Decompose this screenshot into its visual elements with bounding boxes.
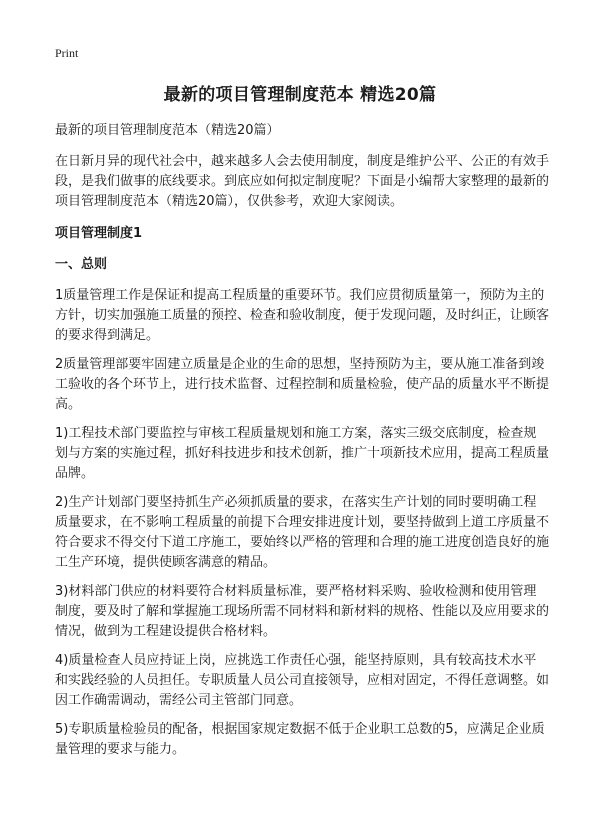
sub-heading: 一、总则 (55, 257, 108, 272)
section-heading: 项目管理制度1 (55, 226, 143, 241)
body-paragraph: 5)专职质量检验员的配备，根据国家规定数据不低于企业职工总数的5，应满足企业质量管理的要求与能力。 (55, 722, 545, 757)
body-paragraph: 1质量管理工作是保证和提高工程质量的重要环节。我们应贯彻质量第一，预防为主的方针，切实加强施工质量的预控、检查和验收制度，便于发现问题，及时纠正，让顾客的要求得到满足。 (55, 288, 550, 343)
body-paragraph: 3)材料部门供应的材料要符合材料质量标准，要严格材料采购、验收检测和使用管理制度，要及时了解和掌握施工现场所需不同材料和新材料的规格、性能以及应用要求的情况，做到为工程建设提供合格材料。 (55, 584, 550, 639)
body-paragraph: 2)生产计划部门要坚持抓生产必须抓质量的要求，在落实生产计划的同时要明确工程质量要求，在不影响工程质量的前提下合理安排进度计划，要坚持做到上道工序质量不符合要求不得交付下道工序施工，要始终以严格的管理和合理的施工进度创造良好的施工生产环境，提供使顾客满意的精品。 (55, 495, 550, 570)
body-paragraph: 1)工程技术部门要监控与审核工程质量规划和施工方案，落实三级交底制度，检查规划与方案的实施过程，抓好科技进步和技术创新，推广十项新技术应用，提高工程质量品牌。 (55, 426, 550, 481)
body-paragraph: 2质量管理部要牢固建立质量是企业的生命的思想，坚持预防为主，要从施工准备到竣工验收的各个环节上，进行技术监督、过程控制和质量检验，使产品的质量水平不断提高。 (55, 357, 550, 412)
page-title: 最新的项目管理制度范本 精选20篇 (163, 85, 437, 105)
document-subtitle: 最新的项目管理制度范本（精选20篇） (55, 123, 280, 138)
print-link[interactable]: Print (55, 46, 79, 60)
intro-paragraph: 在日新月异的现代社会中，越来越多人会去使用制度，制度是维护公平、公正的有效手段，是我们做事的底线要求。到底应如何拟定制度呢？下面是小编帮大家整理的最新的项目管理制度范本（精选20篇），仅供参考，欢迎大家阅读。 (55, 154, 550, 209)
body-paragraph: 4)质量检查人员应持证上岗，应挑选工作责任心强，能坚持原则，具有较高技术水平和实践经验的人员担任。专职质量人员公司直接领导，应相对固定，不得任意调整。如因工作确需调动，需经公司主管部门同意。 (55, 653, 550, 708)
document-body (55, 121, 549, 769)
